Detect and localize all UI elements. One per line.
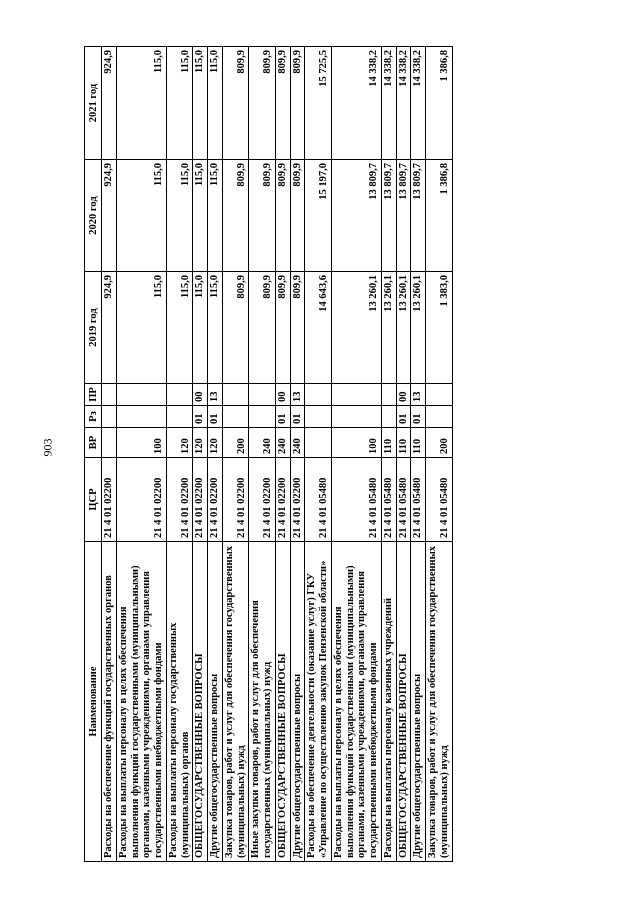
row-pr bbox=[381, 384, 396, 406]
row-name: ОБЩЕГОСУДАРСТВЕННЫЕ ВОПРОСЫ bbox=[275, 542, 290, 862]
row-2020: 809,9 bbox=[222, 160, 249, 272]
row-name: Расходы на обеспечение функций государственных органов bbox=[102, 542, 117, 862]
header-csr: ЦСР bbox=[85, 458, 102, 542]
row-rz bbox=[331, 406, 381, 428]
row-2019: 13 260,1 bbox=[331, 272, 381, 384]
row-pr bbox=[116, 384, 166, 406]
row-vr: 240 bbox=[249, 428, 276, 458]
table-row bbox=[193, 47, 208, 862]
table-row bbox=[275, 47, 290, 862]
row-csr: 21 4 01 02200 bbox=[275, 458, 290, 542]
table-row bbox=[426, 47, 453, 862]
row-name: ОБЩЕГОСУДАРСТВЕННЫЕ ВОПРОСЫ bbox=[193, 542, 208, 862]
row-csr: 21 4 01 02200 bbox=[116, 458, 166, 542]
row-name: Закупка товаров, работ и услуг для обеспечения государственных (муниципальных) нужд bbox=[426, 542, 453, 862]
row-vr: 110 bbox=[381, 428, 396, 458]
row-2021: 115,0 bbox=[116, 47, 166, 160]
row-2019: 809,9 bbox=[222, 272, 249, 384]
row-2019: 13 260,1 bbox=[411, 272, 426, 384]
row-2021: 14 338,2 bbox=[396, 47, 411, 160]
row-csr: 21 4 01 02200 bbox=[193, 458, 208, 542]
row-pr bbox=[166, 384, 193, 406]
table-row bbox=[396, 47, 411, 862]
row-2020: 13 809,7 bbox=[331, 160, 381, 272]
row-vr: 100 bbox=[116, 428, 166, 458]
row-rz: 01 bbox=[193, 406, 208, 428]
row-pr bbox=[331, 384, 381, 406]
row-2021: 809,9 bbox=[290, 47, 305, 160]
header-row bbox=[85, 47, 102, 862]
row-csr: 21 4 01 02200 bbox=[102, 458, 117, 542]
row-2021: 115,0 bbox=[208, 47, 223, 160]
row-2019: 14 643,6 bbox=[305, 272, 332, 384]
row-2020: 809,9 bbox=[249, 160, 276, 272]
row-2021: 15 725,5 bbox=[305, 47, 332, 160]
table-row bbox=[249, 47, 276, 862]
row-rz: 01 bbox=[396, 406, 411, 428]
row-vr: 200 bbox=[222, 428, 249, 458]
table-row bbox=[116, 47, 166, 862]
table-row bbox=[381, 47, 396, 862]
row-2019: 809,9 bbox=[249, 272, 276, 384]
row-vr: 240 bbox=[290, 428, 305, 458]
row-2020: 809,9 bbox=[275, 160, 290, 272]
row-pr bbox=[426, 384, 453, 406]
row-name: Расходы на выплаты персоналу казенных учреждений bbox=[381, 542, 396, 862]
row-2021: 1 386,8 bbox=[426, 47, 453, 160]
row-2021: 115,0 bbox=[166, 47, 193, 160]
row-2021: 924,9 bbox=[102, 47, 117, 160]
row-2019: 809,9 bbox=[275, 272, 290, 384]
row-2021: 809,9 bbox=[249, 47, 276, 160]
row-rz: 01 bbox=[275, 406, 290, 428]
table-row bbox=[102, 47, 117, 862]
row-pr: 13 bbox=[411, 384, 426, 406]
row-2020: 13 809,7 bbox=[396, 160, 411, 272]
table-row bbox=[411, 47, 426, 862]
row-pr: 00 bbox=[193, 384, 208, 406]
row-2019: 13 260,1 bbox=[381, 272, 396, 384]
row-vr: 120 bbox=[166, 428, 193, 458]
table-row bbox=[290, 47, 305, 862]
row-vr: 110 bbox=[396, 428, 411, 458]
row-csr: 21 4 01 05480 bbox=[396, 458, 411, 542]
page-number: 903 bbox=[40, 438, 55, 457]
row-name: Расходы на выплаты персоналу в целях обеспечения выполнения функций государственными (муниципальными) органами, казенными учреждениями, органами управления государственными внебюджетными фондами bbox=[331, 542, 381, 862]
row-rz: 01 bbox=[208, 406, 223, 428]
row-pr: 00 bbox=[275, 384, 290, 406]
row-2020: 115,0 bbox=[193, 160, 208, 272]
row-csr: 21 4 01 05480 bbox=[381, 458, 396, 542]
row-2019: 115,0 bbox=[166, 272, 193, 384]
row-2020: 15 197,0 bbox=[305, 160, 332, 272]
header-2021: 2021 год bbox=[85, 47, 102, 160]
row-rz bbox=[166, 406, 193, 428]
row-2019: 115,0 bbox=[116, 272, 166, 384]
row-2020: 115,0 bbox=[116, 160, 166, 272]
table-row bbox=[166, 47, 193, 862]
row-2021: 809,9 bbox=[222, 47, 249, 160]
row-name: Другие общегосударственные вопросы bbox=[411, 542, 426, 862]
header-rz: Рз bbox=[85, 406, 102, 428]
row-vr bbox=[305, 428, 332, 458]
row-2020: 1 386,8 bbox=[426, 160, 453, 272]
row-vr: 240 bbox=[275, 428, 290, 458]
row-pr: 00 bbox=[396, 384, 411, 406]
row-pr: 13 bbox=[208, 384, 223, 406]
row-name: Закупка товаров, работ и услуг для обеспечения государственных (муниципальных) нужд bbox=[222, 542, 249, 862]
row-rz bbox=[305, 406, 332, 428]
row-2020: 13 809,7 bbox=[381, 160, 396, 272]
row-csr: 21 4 01 02200 bbox=[290, 458, 305, 542]
table-row bbox=[208, 47, 223, 862]
row-rz bbox=[381, 406, 396, 428]
row-2021: 14 338,2 bbox=[411, 47, 426, 160]
row-rz bbox=[116, 406, 166, 428]
row-rz bbox=[426, 406, 453, 428]
row-vr: 120 bbox=[193, 428, 208, 458]
header-vr: ВР bbox=[85, 428, 102, 458]
row-vr: 120 bbox=[208, 428, 223, 458]
table-row bbox=[222, 47, 249, 862]
row-name: Расходы на выплаты персоналу в целях обеспечения выполнения функций государственными (муниципальными) органами, казенными учреждениями, органами управления государственными внебюджетными фондами bbox=[116, 542, 166, 862]
header-2019: 2019 год bbox=[85, 272, 102, 384]
row-csr: 21 4 01 05480 bbox=[331, 458, 381, 542]
row-name: Другие общегосударственные вопросы bbox=[208, 542, 223, 862]
row-pr bbox=[222, 384, 249, 406]
row-pr bbox=[305, 384, 332, 406]
row-csr: 21 4 01 05480 bbox=[411, 458, 426, 542]
row-2019: 1 383,0 bbox=[426, 272, 453, 384]
row-pr bbox=[102, 384, 117, 406]
row-name: Расходы на выплаты персоналу государственных (муниципальных) органов bbox=[166, 542, 193, 862]
row-vr: 100 bbox=[331, 428, 381, 458]
budget-table bbox=[84, 46, 453, 862]
row-csr: 21 4 01 02200 bbox=[208, 458, 223, 542]
row-csr: 21 4 01 02200 bbox=[166, 458, 193, 542]
table-row bbox=[331, 47, 381, 862]
header-name: Наименование bbox=[85, 542, 102, 862]
row-2019: 115,0 bbox=[193, 272, 208, 384]
row-name: Иные закупки товаров, работ и услуг для обеспечения государственных (муниципальных) нужд bbox=[249, 542, 276, 862]
header-pr: ПР bbox=[85, 384, 102, 406]
header-2020: 2020 год bbox=[85, 160, 102, 272]
row-name: Расходы на обеспечение деятельности (оказание услуг) ГКУ «Управление по осуществлению закупок Пензенской области» bbox=[305, 542, 332, 862]
row-2020: 924,9 bbox=[102, 160, 117, 272]
row-2019: 115,0 bbox=[208, 272, 223, 384]
row-name: ОБЩЕГОСУДАРСТВЕННЫЕ ВОПРОСЫ bbox=[396, 542, 411, 862]
row-csr: 21 4 01 02200 bbox=[249, 458, 276, 542]
row-csr: 21 4 01 02200 bbox=[222, 458, 249, 542]
table-row bbox=[305, 47, 332, 862]
row-2020: 809,9 bbox=[290, 160, 305, 272]
row-2019: 13 260,1 bbox=[396, 272, 411, 384]
row-pr bbox=[249, 384, 276, 406]
rotated-table-container bbox=[84, 47, 610, 862]
row-2019: 809,9 bbox=[290, 272, 305, 384]
row-rz bbox=[222, 406, 249, 428]
row-pr: 13 bbox=[290, 384, 305, 406]
row-csr: 21 4 01 05480 bbox=[305, 458, 332, 542]
row-2021: 14 338,2 bbox=[381, 47, 396, 160]
row-rz bbox=[249, 406, 276, 428]
row-2020: 13 809,7 bbox=[411, 160, 426, 272]
row-vr: 110 bbox=[411, 428, 426, 458]
row-2021: 14 338,2 bbox=[331, 47, 381, 160]
row-vr bbox=[102, 428, 117, 458]
row-2020: 115,0 bbox=[208, 160, 223, 272]
row-vr: 200 bbox=[426, 428, 453, 458]
row-2019: 924,9 bbox=[102, 272, 117, 384]
row-2021: 115,0 bbox=[193, 47, 208, 160]
row-csr: 21 4 01 05480 bbox=[426, 458, 453, 542]
row-2021: 809,9 bbox=[275, 47, 290, 160]
row-name: Другие общегосударственные вопросы bbox=[290, 542, 305, 862]
row-rz bbox=[102, 406, 117, 428]
row-rz: 01 bbox=[411, 406, 426, 428]
row-rz: 01 bbox=[290, 406, 305, 428]
row-2020: 115,0 bbox=[166, 160, 193, 272]
